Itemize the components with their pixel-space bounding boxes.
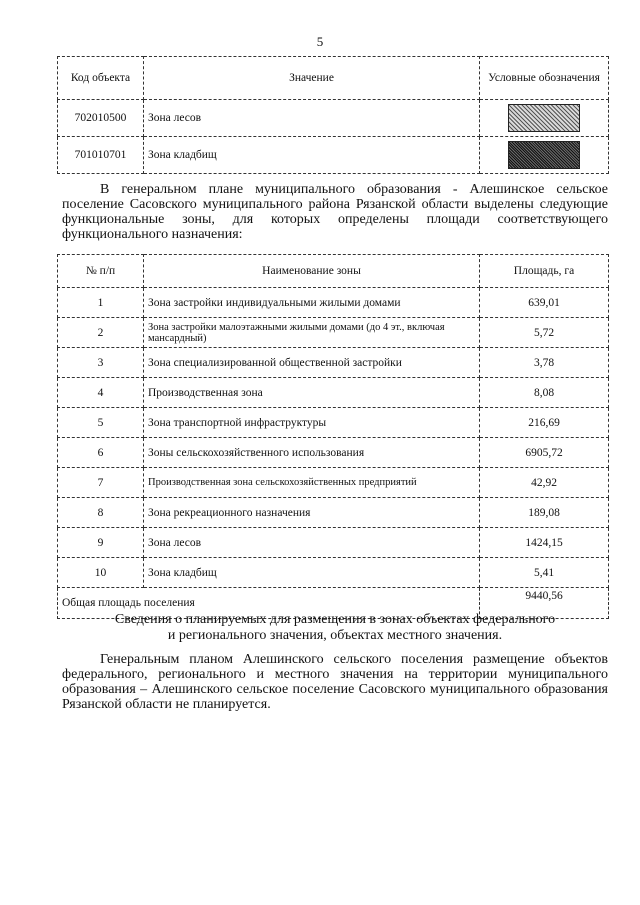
zone-name: Зона застройки индивидуальными жилыми домами	[144, 288, 480, 318]
zone-num: 3	[58, 348, 144, 378]
zone-area: 3,78	[480, 348, 609, 378]
table-row	[58, 318, 609, 348]
caption-line-1: Сведения о планируемых для размещения в зонах объектах федерального	[114, 612, 556, 627]
zones-header-row	[58, 255, 609, 288]
legend-code: 701010701	[58, 137, 144, 174]
legend-symbol-cell	[480, 137, 609, 174]
zone-area: 189,08	[480, 498, 609, 528]
zone-num: 9	[58, 528, 144, 558]
zones-header-name: Наименование зоны	[144, 255, 480, 288]
zone-area: 42,92	[480, 468, 609, 498]
table-row	[58, 378, 609, 408]
zones-table	[57, 254, 609, 619]
zone-num: 6	[58, 438, 144, 468]
total-value: 9440,56	[480, 588, 609, 619]
table-row	[58, 468, 609, 498]
zone-area: 5,41	[480, 558, 609, 588]
caption-line-2: и регионального значения, объектах местного значения.	[167, 628, 503, 643]
zone-name: Зона специализированной общественной застройки	[144, 348, 480, 378]
paragraph-no-objects: Генеральным планом Алешинского сельского поселения размещение объектов федерального, регионального и местного значения на территории муниципального образования – Алешинского сельское поселение Сасовского муниципального образования Рязанской области не планируется.	[62, 652, 608, 712]
zone-name: Производственная зона сельскохозяйственных предприятий	[144, 468, 480, 498]
legend-header-symbol: Условные обозначения	[480, 57, 609, 100]
zone-area: 5,72	[480, 318, 609, 348]
table-row	[58, 498, 609, 528]
zone-name: Зона застройки малоэтажными жилыми домами (до 4 эт., включая мансардный)	[144, 318, 480, 348]
forest-hatch-swatch	[508, 104, 580, 132]
legend-value: Зона кладбищ	[144, 137, 480, 174]
zone-name: Зона рекреационного назначения	[144, 498, 480, 528]
zone-num: 2	[58, 318, 144, 348]
legend-value: Зона лесов	[144, 100, 480, 137]
legend-header-code: Код объекта	[58, 57, 144, 100]
zone-name: Зоны сельскохозяйственного использования	[144, 438, 480, 468]
legend-row	[58, 137, 609, 174]
table-row	[58, 528, 609, 558]
table-row	[58, 438, 609, 468]
page-number: 5	[316, 34, 324, 49]
legend-header-value: Значение	[144, 57, 480, 100]
legend-header-row	[58, 57, 609, 100]
zone-num: 1	[58, 288, 144, 318]
zone-area: 1424,15	[480, 528, 609, 558]
zone-num: 10	[58, 558, 144, 588]
zone-name: Зона лесов	[144, 528, 480, 558]
zone-area: 216,69	[480, 408, 609, 438]
zone-num: 7	[58, 468, 144, 498]
legend-symbol-cell	[480, 100, 609, 137]
zone-name: Производственная зона	[144, 378, 480, 408]
zones-header-num: № п/п	[58, 255, 144, 288]
table-row	[58, 408, 609, 438]
zone-num: 5	[58, 408, 144, 438]
legend-table	[57, 56, 609, 174]
zone-area: 8,08	[480, 378, 609, 408]
zone-area: 639,01	[480, 288, 609, 318]
paragraph-zones-intro: В генеральном плане муниципального образования - Алешинское сельское поселение Сасовского муниципального района Рязанской области выделены следующие функциональные зоны, для которых определены площади соответствующего функционального назначения:	[62, 182, 608, 242]
total-label: Общая площадь поселения	[58, 588, 480, 619]
legend-row	[58, 100, 609, 137]
cemetery-hatch-swatch	[508, 141, 580, 169]
zone-name: Зона кладбищ	[144, 558, 480, 588]
zone-num: 8	[58, 498, 144, 528]
legend-code: 702010500	[58, 100, 144, 137]
table-row	[58, 558, 609, 588]
zone-num: 4	[58, 378, 144, 408]
table-row	[58, 348, 609, 378]
zones-header-area: Площадь, га	[480, 255, 609, 288]
table-row	[58, 288, 609, 318]
zone-name: Зона транспортной инфраструктуры	[144, 408, 480, 438]
section-caption	[62, 612, 608, 644]
zone-area: 6905,72	[480, 438, 609, 468]
